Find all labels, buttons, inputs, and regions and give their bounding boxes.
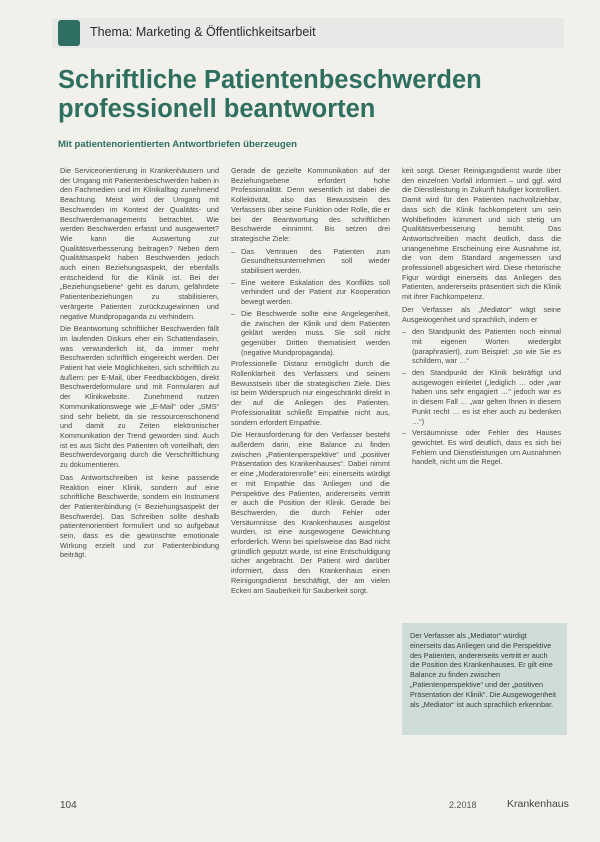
list-item: – Eine weitere Eskalation des Konflikts soll verhindert und der Patient zur Kooperation bewegt werden. — [231, 278, 390, 307]
list-item: – den Standpunkt des Patienten noch einmal mit eigenen Worten wiedergibt (paraphrasiert), zum Beispiel: „so wie Sie es schildern, war …“ — [402, 327, 561, 366]
list-item: – Versäumnisse oder Fehler des Hauses gewichtet. Es wird deutlich, dass es sich bei Fehlern und Dienstleistungen um Ausnahmen handelt, nicht um die Regel. — [402, 428, 561, 467]
mediator-list — [402, 327, 561, 467]
list-item: – Das Vertrauen des Patienten zum Gesundheitsunternehmen soll wieder stabilisiert werden. — [231, 247, 390, 276]
paragraph: Die Herausforderung für den Verfasser besteht außerdem darin, eine Balance zu finden zwischen „Patientenperspektive“ und „positiver Präsentation des Krankenhauses“. Dabei nimmt er eine „Moderatorenrolle“ ein: einerseits würdigt er mit Empathie das Anliegen und die Perspektive des Patienten, andererseits vertritt er auch die Position der Klinik. Gerade bei Beschwerden, die durch Fehler oder Versäumnisse des Krankenhauses ausgelöst wurden, ist eine ausgewogene Gewichtung erforderlich. Wenn bei spielsweise das Bad nicht gründlich geputzt wurde, ist eine Entschuldigung sicher angebracht. Der Patient wird darüber informiert, dass den Krankenhaus einen Reinigungsdienst beschäftigt, der am vielen Ecken am Sauberkeit für Sauberkeit sorgt. — [231, 430, 390, 595]
list-item: – Die Beschwerde sollte eine Angelegenheit, die zwischen der Klinik und dem Patienten geklärt werden muss. Sie soll nicht gegenüber Dritten thematisiert werden (negative Mundpropaganda). — [231, 309, 390, 358]
pull-quote: Der Verfasser als „Mediator“ würdigt einerseits das Anliegen und die Perspektive des Patienten, andererseits vertritt er auch die Position des Krankenhauses. Er gilt eine Balance zu finden zwischen „Patientenperspektive“ und der „positiven Präsentation der Klinik“. Die Ausgewogenheit als „Mediator“ ist auch sprachlich erkennbar. — [402, 623, 567, 735]
article-title: Schriftliche Patientenbeschwerden professionell beantworten — [58, 66, 482, 123]
page-number: 104 — [60, 800, 77, 811]
topic-label: Thema: Marketing & Öffentlichkeitsarbeit — [90, 25, 316, 39]
text-column-2 — [231, 166, 390, 598]
issue-number: 2.2018 — [449, 800, 477, 810]
topic-marker — [58, 20, 80, 46]
text-column-3 — [402, 166, 561, 469]
paragraph: Der Verfasser als „Mediator“ wägt seine Ausgewogenheit und sprachlich, indem er — [402, 304, 561, 324]
list-item: – den Standpunkt der Klinik bekräftigt und ausgewogen einleitet („lediglich … oder „war haben uns sehr engagiert …“ jedoch war es in diesem Fall … „war gelten Ihnen in diesem Punkt recht … es ist eher auch zu bedenken …“) — [402, 368, 561, 426]
article-subtitle: Mit patientenorientierten Antwortbriefen überzeugen — [58, 139, 297, 150]
magazine-logo: Krankenhaus — [507, 798, 569, 810]
paragraph: Gerade die gezielte Kommunikation auf der Beziehungsebene erfordert hohe Professionalität. Denn wesentlich ist dabei die Kollektivität, also das Bewusstsein des Verfassers über seine Funktion oder Rolle, die er bei der Beantwortung des schriftlichen Beschwerde einnimmt. Bis setzen drei strategische Ziele: — [231, 166, 390, 243]
paragraph: keit sorgt. Dieser Reinigungsdienst wurde über den einzelnen Vorfall informiert – und ggf. wird die Dienstleistung in Zukunft häufiger kontrolliert. Damit wird für den Patienten nachvollziehbar, dass sich die Klinik fachkompetent um sein Wohlbefinden kümmert und sich stetig um Qualitätsverbesserung bemüht. Das Antwortschreiben macht deutlich, dass die unangenehme Erscheinung eine Ausnahme ist, die von dem Standard angemessen und professionell abgesichert wird. Diese rhetorische Figur würdigt einerseits das Anliegen des Patienten, andererseits präsentiert sich die Klinik mit ihrer Fachkompetenz. — [402, 166, 561, 302]
text-column-1 — [60, 166, 219, 563]
paragraph: Die Beantwortung schriftlicher Beschwerden fällt im laufenden Diskurs eher ein Schattendasein, was verwunderlich ist, da immer mehr Beschwerden schriftlich eingereicht werden. Der Patient hat viele Möglichkeiten, sich schriftlich zu äußern: per E-Mail, über Feedbackbögen, direkt Beschwerdeformulare und mit Formularen auf der Klinikwebsite. Zunehmend nutzen Kommunikationswege wie „E-Mail“ oder „SMS“ sind sehr beliebt, da sie ressourcenschonend und damit zu Zeiten elektronischer Kommunikation der Trend geworden sind. Auch ist es aus Sicht des Patienten oft vorteilhaft, den Beschwerdevorgang durch die Verschriftlichung zu dokumentieren. — [60, 324, 219, 470]
paragraph: Die Serviceorientierung in Krankenhäusern und der Umgang mit Patientenbeschwerden haben in den Fachmedien und im Klinikalltag zunehmend Beachtung. Meist wird der Umgang mit Beschwerden im Kontext der Qualitäts- und Beschwerdemanagements betrachtet. Wie werden Beschwerden erfasst und ausgewertet? Wie kann die Auswertung zur Qualitätsverbesserung beitragen? Neben dem Qualitätsaspekt haben Beschwerden jedoch auch einen Beziehungsaspekt, der ebenfalls entscheidend für die Klinik ist. Bei der „Beziehungsebene“ geht es darum, gefährdete Patientenbeziehungen zu stabilisieren, verärgerte Patienten zurückzugewinnen und negative Mundpropaganda zu verhindern. — [60, 166, 219, 321]
paragraph: Das Antwortschreiben ist keine passende Reaktion einer Klinik, sondern auf eine schriftliche Beschwerde, sondern ein Instrument der Patientenbindung (= Beziehungsaspekt der Beschwerde). Das Schreiben sollte deshalb patientenorientiert formuliert und so aufgebaut sein, dass es die gewünschte emotionale Wirkung erzielt und zur Patientenbindung beiträgt. — [60, 472, 219, 560]
paragraph: Professionelle Distanz ermöglicht durch die Rollenklarheit des Verfassers und seinem Bewusstsein über die strategischen Ziele. Dies ist beim Widerspruch nur eingeschränkt direkt in der auf die Anliegen des Patienten. Professionalität schließt Empathie nicht aus, sondern erfordert Empathie. — [231, 359, 390, 427]
goals-list — [231, 247, 390, 358]
